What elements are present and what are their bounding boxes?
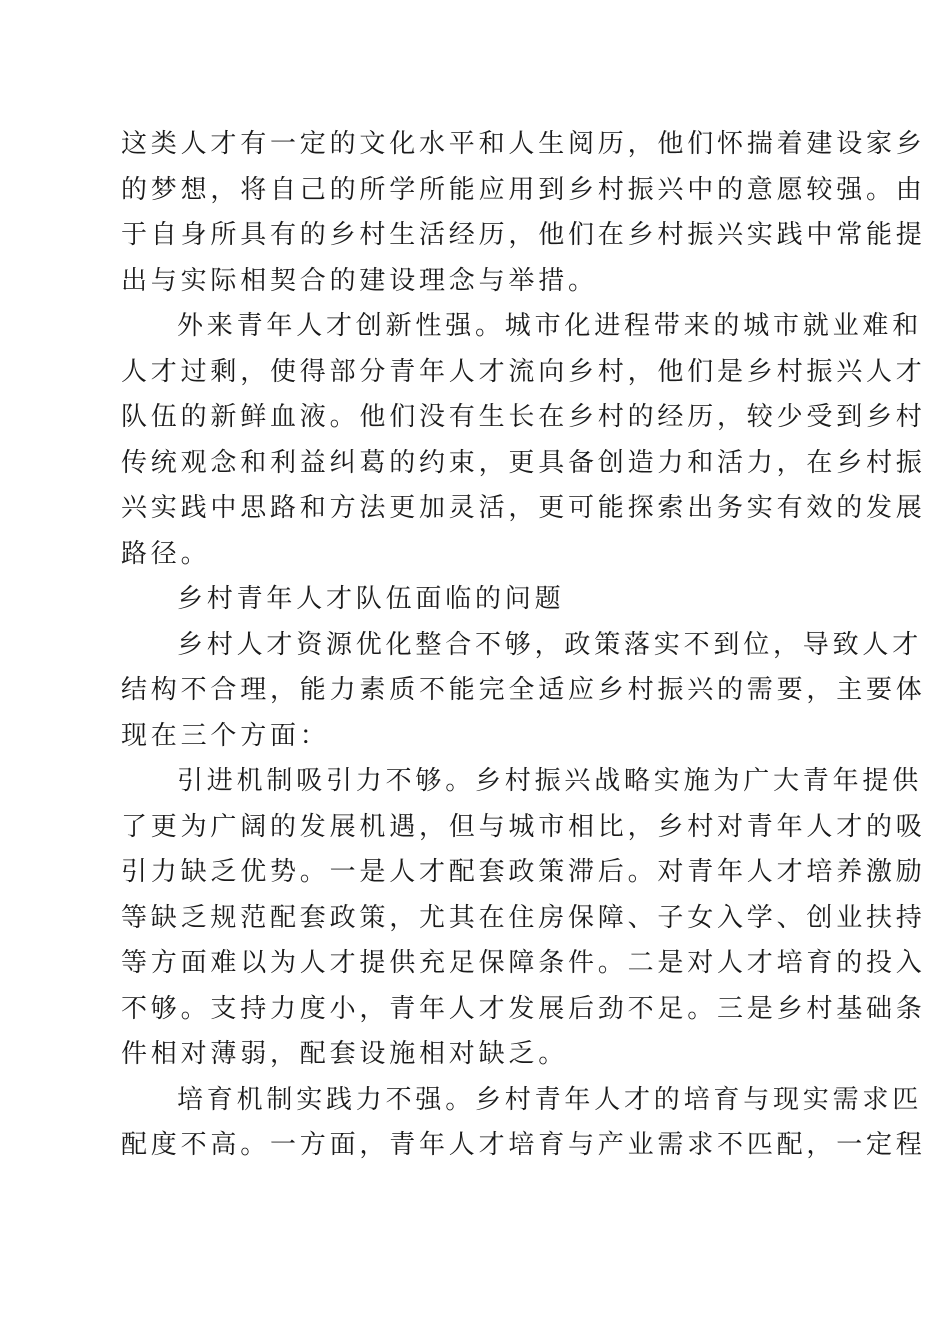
body-text [121, 122, 926, 1169]
text-line: 培育机制实践力不强。乡村青年人才的培育与现实需求匹 [177, 1084, 923, 1115]
text-line: 队伍的新鲜血液。他们没有生长在乡村的经历，较少受到乡村 [121, 402, 926, 432]
text-line: 件相对薄弱，配套设施相对缺乏。 [121, 1039, 569, 1069]
text-line: 等方面难以为人才提供充足保障条件。二是对人才培育的投入 [121, 948, 926, 978]
text-line: 人才过剩，使得部分青年人才流向乡村，他们是乡村振兴人才 [121, 356, 926, 387]
text-line: 结构不合理，能力素质不能完全适应乡村振兴的需要，主要体 [121, 675, 926, 705]
text-line: 了更为广阔的发展机遇，但与城市相比，乡村对青年人才的吸 [121, 811, 926, 842]
text-line: 引力缺乏优势。一是人才配套政策滞后。对青年人才培养激励 [121, 857, 926, 887]
text-line: 出与实际相契合的建设理念与举措。 [121, 265, 598, 296]
text-line: 配度不高。一方面，青年人才培育与产业需求不匹配，一定程 [121, 1130, 926, 1160]
text-line: 传统观念和利益纠葛的约束，更具备创造力和活力，在乡村振 [121, 447, 926, 478]
text-line: 现在三个方面： [121, 720, 330, 751]
text-line: 外来青年人才创新性强。城市化进程带来的城市就业难和 [177, 311, 923, 341]
text-line: 于自身所具有的乡村生活经历，他们在乡村振兴实践中常能提 [121, 220, 926, 250]
text-line: 乡村人才资源优化整合不够，政策落实不到位，导致人才 [177, 629, 923, 660]
text-line: 等缺乏规范配套政策，尤其在住房保障、子女入学、创业扶持 [121, 902, 926, 933]
text-line: 路径。 [121, 538, 211, 569]
text-line: 的梦想，将自己的所学所能应用到乡村振兴中的意愿较强。由 [121, 174, 926, 205]
text-line: 兴实践中思路和方法更加灵活，更可能探索出务实有效的发展 [121, 493, 926, 523]
text-line: 乡村青年人才队伍面临的问题 [177, 584, 565, 614]
text-line: 这类人才有一定的文化水平和人生阅历，他们怀揣着建设家乡 [121, 129, 926, 159]
text-line: 引进机制吸引力不够。乡村振兴战略实施为广大青年提供 [177, 766, 923, 796]
text-line: 不够。支持力度小，青年人才发展后劲不足。三是乡村基础条 [121, 993, 926, 1024]
